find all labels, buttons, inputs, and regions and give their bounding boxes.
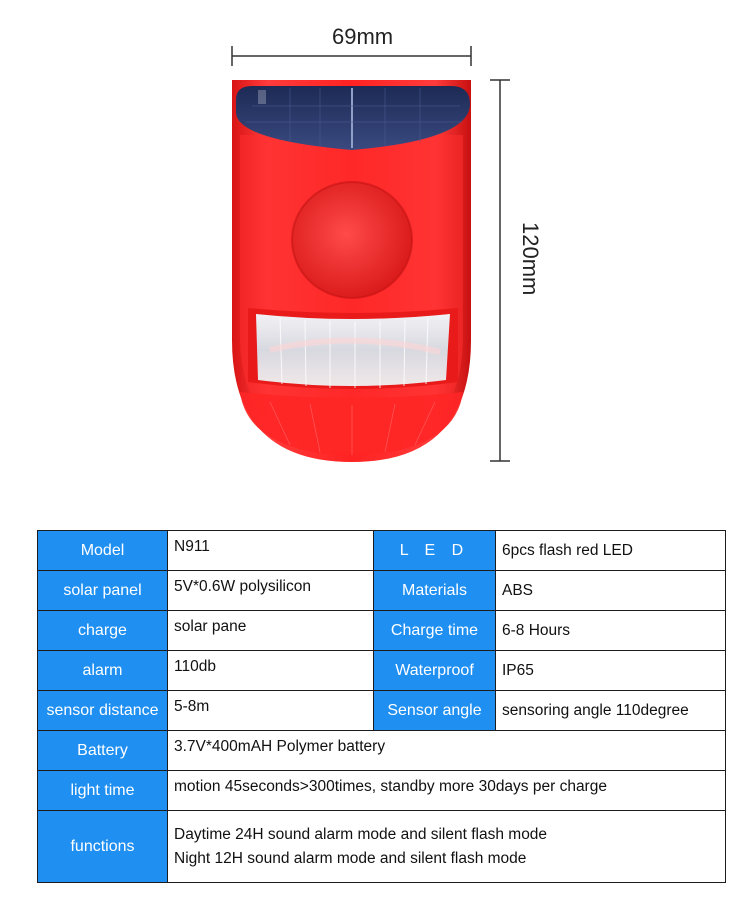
spec-key-charge: charge bbox=[38, 611, 168, 651]
spec-key-charge-time: Charge time bbox=[374, 611, 496, 651]
table-row bbox=[38, 811, 726, 883]
led-dome bbox=[240, 392, 463, 456]
spec-value-light-time: motion 45seconds>300times, standby more 30days per charge bbox=[168, 771, 726, 811]
spec-key-sensor-angle: Sensor angle bbox=[374, 691, 496, 731]
spec-value-charge-time: 6-8 Hours bbox=[496, 611, 726, 651]
functions-line-2: Night 12H sound alarm mode and silent flash mode bbox=[174, 849, 527, 867]
spec-key-functions: functions bbox=[38, 811, 168, 883]
spec-value-alarm: 110db bbox=[168, 651, 374, 691]
table-row bbox=[38, 731, 726, 771]
spec-key-battery: Battery bbox=[38, 731, 168, 771]
spec-value-sensor-angle: sensoring angle 110degree bbox=[496, 691, 726, 731]
table-row bbox=[38, 531, 726, 571]
spec-value-materials: ABS bbox=[496, 571, 726, 611]
spec-value-led: 6pcs flash red LED bbox=[496, 531, 726, 571]
specification-table bbox=[37, 530, 726, 883]
width-dimension-label: 69mm bbox=[332, 24, 394, 49]
table-row bbox=[38, 651, 726, 691]
height-dimension-line bbox=[490, 80, 510, 461]
spec-key-led: L E D bbox=[374, 531, 496, 571]
spec-key-solar-panel: solar panel bbox=[38, 571, 168, 611]
spec-key-materials: Materials bbox=[374, 571, 496, 611]
table-row bbox=[38, 691, 726, 731]
spec-value-waterproof: IP65 bbox=[496, 651, 726, 691]
spec-key-model: Model bbox=[38, 531, 168, 571]
spec-value-functions bbox=[168, 811, 726, 883]
table-row bbox=[38, 571, 726, 611]
table-row bbox=[38, 611, 726, 651]
spec-value-sensor-distance: 5-8m bbox=[168, 691, 374, 731]
spec-value-charge: solar pane bbox=[168, 611, 374, 651]
spec-key-light-time: light time bbox=[38, 771, 168, 811]
spec-key-sensor-distance: sensor distance bbox=[38, 691, 168, 731]
functions-line-1: Daytime 24H sound alarm mode and silent flash mode bbox=[174, 825, 548, 843]
spec-key-waterproof: Waterproof bbox=[374, 651, 496, 691]
spec-value-battery: 3.7V*400mAH Polymer battery bbox=[168, 731, 726, 771]
height-dimension-label: 120mm bbox=[518, 222, 543, 296]
spec-value-solar-panel: 5V*0.6W polysilicon bbox=[168, 571, 374, 611]
spec-value-model: N911 bbox=[168, 531, 374, 571]
spec-key-alarm: alarm bbox=[38, 651, 168, 691]
table-row bbox=[38, 771, 726, 811]
